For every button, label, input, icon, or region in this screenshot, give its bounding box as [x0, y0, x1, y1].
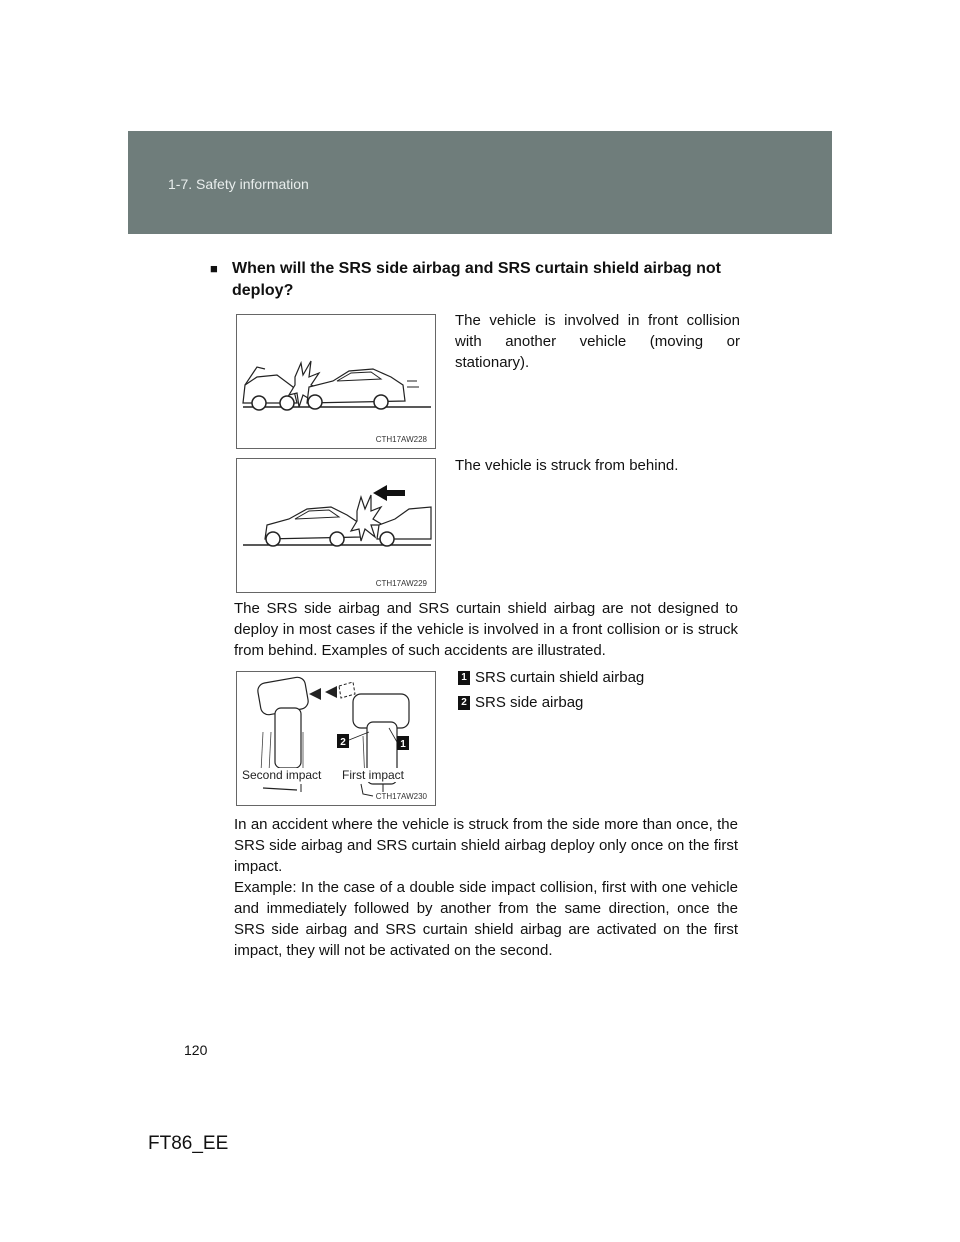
legend-item-curtain-shield	[458, 668, 644, 688]
second-impact-label: Second impact	[242, 768, 322, 782]
figure-1-caption: The vehicle is involved in front collision with another vehicle (moving or stationary).	[455, 312, 740, 371]
svg-text:1: 1	[400, 739, 406, 750]
figure-code: CTH17AW229	[375, 579, 427, 588]
question-line-1: When will the SRS side airbag and SRS curtain shield airbag not	[232, 260, 721, 277]
figure-code: CTH17AW228	[375, 435, 427, 444]
svg-text:2: 2	[340, 737, 346, 748]
paragraph-example: Example: In the case of a double side impact collision, first with one vehicle and immediately followed by another from the same direction, once the SRS side airbag and SRS curtain shield airbag are activated on the first impact, they will not be activated on the second.	[234, 879, 738, 959]
footer-code: FT86_EE	[148, 1133, 229, 1154]
paragraph-not-designed: The SRS side airbag and SRS curtain shield airbag are not designed to deploy in most cases if the vehicle is involved in a front collision or is struck from behind. Examples of such accidents are illustrated.	[234, 600, 738, 659]
first-impact-label: First impact	[342, 768, 405, 782]
rear-collision-illustration	[237, 459, 435, 592]
front-collision-illustration	[237, 315, 435, 448]
legend-label: SRS curtain shield airbag	[475, 669, 645, 686]
side-impact-illustration	[237, 672, 435, 805]
legend-number: 2	[458, 696, 470, 710]
legend-label: SRS side airbag	[475, 694, 584, 711]
legend-item-side-airbag	[458, 693, 583, 713]
figure-side-impact	[236, 671, 436, 806]
legend-number: 1	[458, 671, 470, 685]
question-heading	[212, 258, 738, 302]
figure-code: CTH17AW230	[375, 792, 427, 801]
figure-rear-collision	[236, 458, 436, 593]
question-line-2: deploy?	[232, 282, 294, 299]
paragraph-multiple-impacts: In an accident where the vehicle is struck from the side more than once, the SRS side airbag and SRS curtain shield airbag deploy only once on the first impact.	[234, 816, 738, 875]
figure-2-caption: The vehicle is struck from behind.	[455, 457, 679, 474]
page-number: 120	[184, 1042, 208, 1058]
figure-front-collision	[236, 314, 436, 449]
section-title: 1-7. Safety information	[168, 176, 309, 192]
square-bullet-icon: ■	[210, 261, 218, 276]
